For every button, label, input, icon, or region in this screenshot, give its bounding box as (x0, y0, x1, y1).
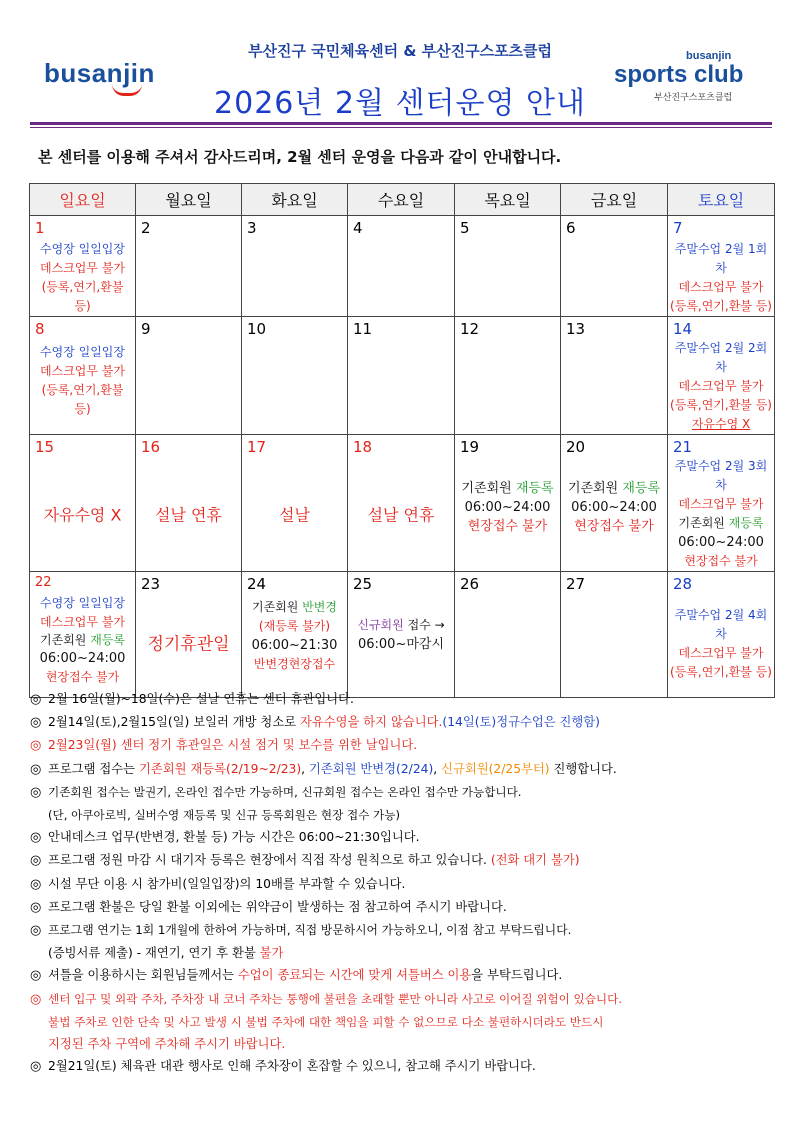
day-cell-16 (136, 435, 242, 572)
bullet-icon: ◎ (30, 784, 42, 800)
note-text: 수업이 종료되는 시간에 맞게 셔틀버스 이용 (237, 968, 472, 983)
day-cell-26 (455, 572, 561, 698)
day-note: 반변경현장접수 (253, 657, 336, 671)
day-number: 24 (247, 575, 267, 593)
day-note: 06:00~21:30 (251, 638, 338, 653)
note-text: (증빙서류 제출) - 재연기, 연기 후 환불 (48, 946, 260, 961)
bullet-icon: ◎ (30, 876, 42, 892)
calendar-table (29, 183, 775, 698)
day-note: 06:00~24:00 (464, 500, 551, 515)
day-number: 2 (141, 219, 151, 237)
day-note: (등록,연기,환불 등) (670, 665, 772, 679)
day-note: 기존회원 (252, 600, 303, 614)
header-divider-thin (30, 127, 772, 128)
day-note: 주말수업 2월 1회차 (674, 242, 768, 275)
day-note: 재등록 (515, 481, 554, 496)
note-item (30, 711, 782, 734)
sports-club-logo-main: sports club (614, 61, 744, 88)
note-text: , (433, 761, 442, 776)
day-cell-25 (348, 572, 455, 698)
day-number: 11 (353, 320, 373, 338)
day-note: 기존회원 (461, 481, 516, 496)
note-text: (전화 대기 불가) (490, 853, 580, 868)
note-text: 시설 무단 이용 시 참가비(일일입장)의 10배를 부과할 수 있습니다. (48, 876, 406, 891)
note-text: 진행합니다. (549, 761, 617, 776)
note-item (30, 758, 782, 781)
page-subtitle: 부산진구 국민체육센터 & 부산진구스포츠클럽 (247, 42, 553, 60)
week-row (30, 435, 775, 572)
note-text: 자유수영을 하지 않습니다. (299, 715, 443, 730)
day-note: 06:00~마감시 (357, 637, 445, 652)
day-cell-13 (561, 317, 668, 435)
day-cell-15 (30, 435, 136, 572)
day-cell-28 (668, 572, 775, 698)
day-main: 설날 (279, 505, 310, 525)
sports-club-logo-small: busanjin (686, 50, 732, 62)
note-item (30, 1055, 782, 1078)
bullet-icon: ◎ (30, 968, 42, 984)
day-cell-24 (242, 572, 348, 698)
day-note: 06:00~24:00 (678, 535, 764, 550)
bullet-icon: ◎ (30, 715, 42, 731)
day-note: 현장접수 불가 (684, 554, 758, 568)
note-text: 2월14일(토),2월15일(일) 보일러 개방 청소로 (48, 715, 300, 730)
note-text: , (301, 761, 309, 776)
day-number: 5 (460, 219, 470, 237)
week-row (30, 572, 775, 698)
bullet-icon: ◎ (30, 923, 42, 939)
day-number: 28 (673, 575, 693, 593)
day-note: 데스크업무 불가 (40, 261, 125, 275)
day-note: 재등록 (728, 516, 764, 530)
bullet-icon: ◎ (30, 853, 42, 869)
day-cell-9 (136, 317, 242, 435)
day-number: 23 (141, 575, 161, 593)
day-number: 7 (673, 219, 683, 237)
day-number: 8 (35, 320, 45, 338)
day-number: 22 (35, 575, 52, 590)
sports-club-logo (614, 50, 764, 102)
day-note: (등록,연기,환불 등) (41, 280, 124, 313)
day-cell-17 (242, 435, 348, 572)
day-cell-21 (668, 435, 775, 572)
day-cell-14 (668, 317, 775, 435)
day-number: 21 (673, 438, 693, 456)
day-number: 4 (353, 219, 363, 237)
day-note: 현장접수 불가 (45, 670, 120, 684)
note-item (30, 919, 782, 942)
note-text: 셔틀을 이용하시는 회원님들께서는 (48, 968, 238, 983)
header (0, 0, 800, 132)
week-row (30, 216, 775, 317)
day-cell-3 (242, 216, 348, 317)
note-item-continued: (단, 아쿠아로빅, 실버수영 재등록 및 신규 등록회원은 현장 접수 가능) (48, 808, 400, 823)
page-title: 2026년 2월 센터운영 안내 (214, 86, 586, 121)
day-number: 15 (35, 438, 55, 456)
day-note: 데스크업무 불가 (678, 646, 764, 660)
day-number: 20 (566, 438, 586, 456)
day-main: 정기휴관일 (147, 634, 230, 655)
note-item (30, 896, 782, 919)
weekday-fri: 금요일 (561, 184, 668, 216)
intro-text: 본 센터를 이용해 주셔서 감사드리며, 2월 센터 운영을 다음과 같이 안내합니다. (38, 148, 562, 166)
notes-list (30, 688, 782, 1078)
day-note: 신규회원 (357, 618, 404, 632)
note-text: (14일(토)정규수업은 진행함) (442, 715, 600, 730)
day-note: 06:00~24:00 (571, 500, 657, 515)
bullet-icon: ◎ (30, 1059, 42, 1075)
bullet-icon: ◎ (30, 830, 42, 846)
header-divider (30, 122, 772, 125)
note-text: 2월 16일(월)~18일(수)은 설날 연휴는 센터 휴관입니다. (48, 692, 354, 706)
day-number: 16 (141, 438, 161, 456)
note-text: 기존회원 접수는 발권기, 온라인 접수만 가능하며, 신규회원 접수는 온라인 접수만 가능합니다. (48, 784, 522, 799)
note-item (30, 988, 782, 1011)
day-number: 19 (460, 438, 480, 456)
day-note: 재등록 (90, 633, 125, 647)
week-row (30, 317, 775, 435)
note-text: 안내데스크 업무(반변경, 환불 등) 가능 시간은 06:00~21:30입니다. (48, 830, 420, 845)
note-text: 을 부탁드립니다. (471, 968, 563, 983)
day-note: 주말수업 2월 3회차 (674, 459, 768, 492)
day-note: 현장접수 불가 (467, 519, 548, 534)
note-text: 기존회원 재등록(2/19~2/23) (138, 761, 302, 776)
note-item-continued: 지정된 주차 구역에 주차해 주시기 바랍니다. (48, 1037, 286, 1052)
day-note: 기존회원 (567, 481, 623, 496)
day-main: 자유수영 X (43, 505, 122, 525)
sports-club-logo-sub: 부산진구스포츠클럽 (654, 93, 733, 103)
day-note: 주말수업 2월 2회차 (674, 341, 768, 374)
day-number: 9 (141, 320, 151, 338)
note-text: 불가 (259, 946, 284, 961)
weekday-thu: 목요일 (455, 184, 561, 216)
day-note: 데스크업무 불가 (40, 364, 125, 378)
day-main: 설날 연휴 (155, 505, 222, 525)
day-note: 반변경 (302, 600, 337, 614)
day-cell-1 (30, 216, 136, 317)
weekday-header-row (30, 184, 775, 216)
day-cell-12 (455, 317, 561, 435)
day-cell-22 (30, 572, 136, 698)
day-note: 06:00~24:00 (39, 650, 126, 666)
day-note: (재등록 불가) (258, 619, 331, 633)
note-text: 프로그램 접수는 (48, 761, 139, 776)
day-cell-2 (136, 216, 242, 317)
bullet-icon: ◎ (30, 899, 42, 915)
note-text: 센터 입구 및 외곽 주차, 주차장 내 코너 주차는 통행에 불편을 초래할 뿐만 아니라 사고로 이어질 위험이 있습니다. (48, 991, 623, 1006)
day-note: 데스크업무 불가 (678, 379, 764, 393)
note-item (30, 688, 782, 711)
day-number: 27 (566, 575, 586, 593)
day-note: 수영장 일일입장 (40, 345, 125, 359)
day-number: 18 (353, 438, 373, 456)
day-number: 6 (566, 219, 576, 237)
day-number: 25 (353, 575, 373, 593)
day-number: 1 (35, 219, 45, 237)
day-number: 17 (247, 438, 267, 456)
day-main: 설날 연휴 (367, 505, 435, 525)
note-item-continued: 불법 주차로 인한 단속 및 사고 발생 시 불법 주차에 대한 책임을 피할 수 없으므로 다소 불편하시더라도 반드시 (48, 1014, 604, 1029)
day-note: (등록,연기,환불 등) (670, 398, 772, 412)
day-note: 자유수영 X (691, 417, 751, 431)
note-text: 신규회원(2/25부터) (441, 761, 550, 776)
day-cell-6 (561, 216, 668, 317)
bullet-icon: ◎ (30, 692, 42, 707)
note-text: 기존회원 반변경(2/24) (309, 761, 434, 776)
day-note: 데스크업무 불가 (40, 614, 125, 629)
day-cell-7 (668, 216, 775, 317)
note-text: 2월23일(월) 센터 정기 휴관일은 시설 점거 및 보수를 위한 날입니다. (48, 738, 418, 753)
day-cell-18 (348, 435, 455, 572)
day-number: 26 (460, 575, 480, 593)
note-item (30, 734, 782, 757)
weekday-mon: 월요일 (136, 184, 242, 216)
day-number: 13 (566, 320, 586, 338)
weekday-sat: 토요일 (668, 184, 775, 216)
day-note: 접수 → (403, 618, 445, 632)
day-cell-10 (242, 317, 348, 435)
day-note: 수영장 일일입장 (40, 242, 125, 256)
day-note: 주말수업 2월 4회차 (674, 608, 768, 641)
day-number: 12 (460, 320, 480, 338)
day-note: 기존회원 (40, 633, 91, 647)
day-note: 수영장 일일입장 (40, 596, 125, 610)
day-note: 기존회원 (678, 516, 729, 530)
note-text: 2월21일(토) 체육관 대관 행사로 인해 주차장이 혼잡할 수 있으니, 참고해 주시기 바랍니다. (48, 1059, 536, 1074)
day-cell-4 (348, 216, 455, 317)
day-cell-5 (455, 216, 561, 317)
day-number: 14 (673, 320, 693, 338)
weekday-wed: 수요일 (348, 184, 455, 216)
note-item (30, 781, 782, 804)
day-note: 데스크업무 불가 (678, 280, 764, 294)
note-item (30, 964, 782, 987)
day-cell-27 (561, 572, 668, 698)
busanjin-logo-text: busanjin (44, 58, 155, 88)
weekday-sun: 일요일 (30, 184, 136, 216)
note-text: 프로그램 환불은 당일 환불 이외에는 위약금이 발생하는 점 참고하여 주시기 바랍니다. (48, 899, 507, 914)
note-item-continued (30, 942, 782, 964)
day-number: 10 (247, 320, 267, 338)
day-number: 3 (247, 219, 257, 237)
note-item (30, 826, 782, 849)
note-item (30, 849, 782, 872)
day-note: 재등록 (622, 481, 661, 496)
day-cell-20 (561, 435, 668, 572)
day-cell-19 (455, 435, 561, 572)
bullet-icon: ◎ (30, 738, 42, 754)
day-cell-8 (30, 317, 136, 435)
day-cell-23 (136, 572, 242, 698)
bullet-icon: ◎ (30, 991, 42, 1007)
day-cell-11 (348, 317, 455, 435)
weekday-tue: 화요일 (242, 184, 348, 216)
day-note: 데스크업무 불가 (678, 497, 764, 511)
bullet-icon: ◎ (30, 761, 42, 777)
note-text: 프로그램 연기는 1회 1개월에 한하여 가능하며, 직접 방문하시어 가능하오니, 이점 참고 부탁드립니다. (48, 923, 572, 938)
day-note: (등록,연기,환불 등) (670, 299, 772, 313)
day-note: 현장접수 불가 (574, 519, 654, 534)
note-text: 프로그램 정원 마감 시 대기자 등록은 현장에서 직접 작성 원칙으로 하고 있습니다. (48, 853, 491, 868)
note-item (30, 873, 782, 896)
day-note: (등록,연기,환불 등) (41, 383, 124, 416)
